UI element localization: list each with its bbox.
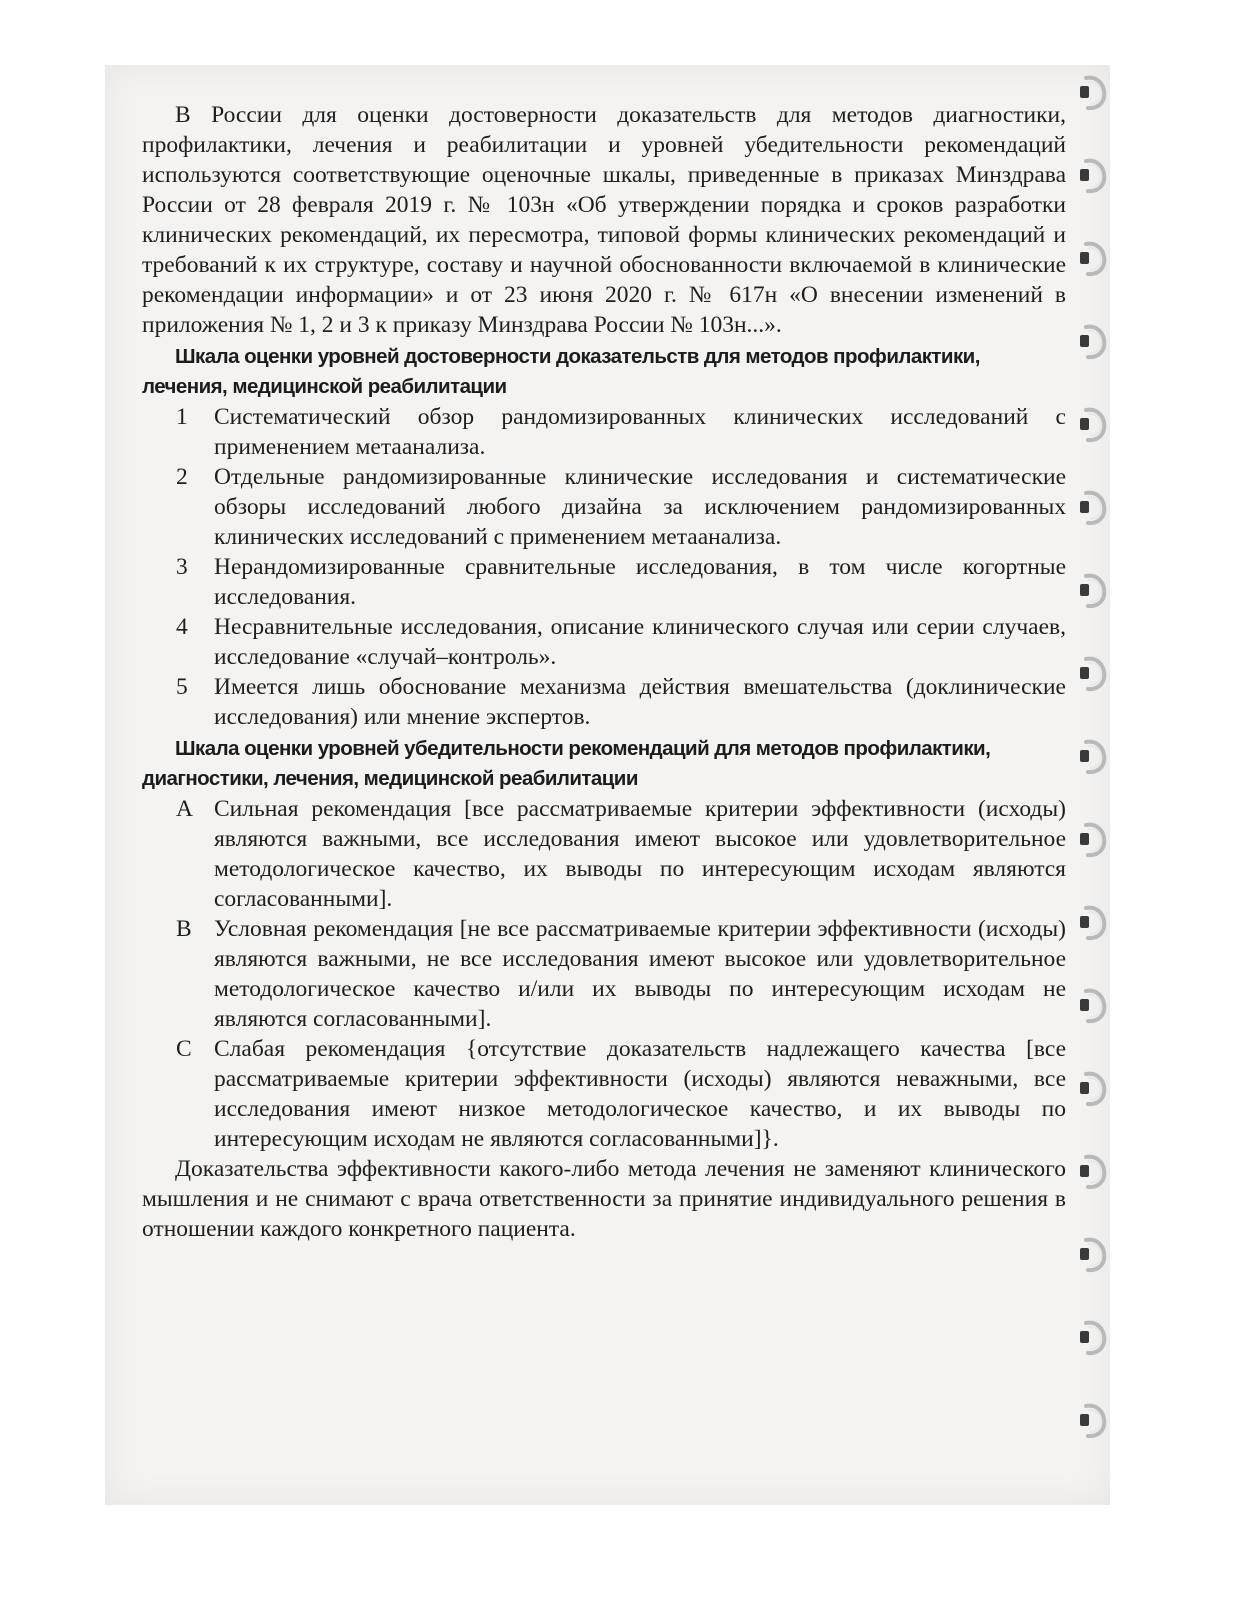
spiral-coil-icon: [1078, 817, 1116, 861]
list-item: [142, 612, 1066, 672]
list-item: [142, 1034, 1066, 1154]
spiral-coil-icon: [1078, 734, 1116, 778]
intro-paragraph: В России для оценки достоверности доказательств для методов диагностики, профилактики, лечения и реабилитации и уровней убедительности рекомендаций используются соответствующие оценочные шкалы, приведенные в приказах Минздрава России от 28 февраля 2019 г. № 103н «Об утверждении порядка и сроков разработки клинических рекомендаций, их пересмотра, типовой формы клинических рекомендаций и требований к их структуре, составу и научной обоснованности включаемой в клинические рекомендации информации» и от 23 июня 2020 г. № 617н «О внесении изменений в приложения № 1, 2 и 3 к приказу Минздрава России № 103н...».: [142, 102, 1066, 338]
list-item: [142, 402, 1066, 462]
list-marker: 3: [176, 554, 188, 580]
list-item: [142, 552, 1066, 612]
spiral-coil-icon: [1078, 983, 1116, 1027]
spiral-coil-icon: [1078, 236, 1116, 280]
spiral-coil-icon: [1078, 70, 1116, 114]
page-content: [142, 100, 1066, 1244]
list-item: [142, 462, 1066, 552]
spiral-binding: [1078, 70, 1118, 1500]
spiral-coil-icon: [1078, 1066, 1116, 1110]
scale2-heading: Шкала оценки уровней убедительности рекомендаций для методов профилактики, диагностики, лечения, медицинской реабилитации: [142, 737, 991, 790]
spiral-coil-icon: [1078, 1398, 1116, 1442]
list-item-text: Сильная рекомендация [все рассматриваемые критерии эффективности (исходы) являются важными, все исследования имеют высокое или удовлетворительное методологическое качество, их выводы по интересующим исходам являются согласованными].: [214, 796, 1066, 912]
list-marker: 4: [176, 614, 188, 640]
list-marker: 1: [176, 404, 188, 430]
list-item-text: Условная рекомендация [не все рассматриваемые критерии эффективности (исходы) являются важными, не все исследования имеют высокое или удовлетворительное методологическое качество и/или их выводы по интересующим исходам не являются согласованными].: [214, 916, 1066, 1032]
spiral-coil-icon: [1078, 1315, 1116, 1359]
list-marker: C: [176, 1036, 192, 1062]
list-marker: B: [176, 916, 192, 942]
list-marker: 2: [176, 464, 188, 490]
list-item-text: Отдельные рандомизированные клинические исследования и систематические обзоры исследований любого дизайна за исключением рандомизированных клинических исследований с применением метаанализа.: [214, 464, 1066, 550]
conclusion-paragraph: Доказательства эффективности какого-либо метода лечения не заменяют клинического мышления и не снимают с врача ответственности за принятие индивидуального решения в отношении каждого конкретного пациента.: [142, 1156, 1066, 1242]
spiral-coil-icon: [1078, 900, 1116, 944]
list-item: [142, 672, 1066, 732]
spiral-coil-icon: [1078, 485, 1116, 529]
list-marker: 5: [176, 674, 188, 700]
list-item-text: Несравнительные исследования, описание клинического случая или серии случаев, исследование «случай–контроль».: [214, 614, 1066, 670]
list-item-text: Имеется лишь обоснование механизма действия вмешательства (доклинические исследования) или мнение экспертов.: [214, 674, 1066, 730]
list-marker: A: [176, 796, 193, 822]
list-item: [142, 794, 1066, 914]
list-item-text: Нерандомизированные сравнительные исследования, в том числе когортные исследования.: [214, 554, 1066, 610]
scale2-list: [142, 794, 1066, 1154]
list-item-text: Систематический обзор рандомизированных клинических исследований с применением метаанализа.: [214, 404, 1066, 460]
spiral-coil-icon: [1078, 651, 1116, 695]
list-item-text: Слабая рекомендация {отсутствие доказательств надлежащего качества [все рассматриваемые критерии эффективности (исходы) являются неважными, все исследования имеют низкое методологическое качество, и их выводы по интересующим исходам не являются согласованными]}.: [214, 1036, 1066, 1152]
scale1-list: [142, 402, 1066, 732]
scale1-heading: Шкала оценки уровней достоверности доказательств для методов профилактики, лечения, медицинской реабилитации: [142, 345, 980, 398]
spiral-coil-icon: [1078, 1149, 1116, 1193]
spiral-coil-icon: [1078, 1232, 1116, 1276]
spiral-coil-icon: [1078, 568, 1116, 612]
spiral-coil-icon: [1078, 402, 1116, 446]
spiral-coil-icon: [1078, 153, 1116, 197]
spiral-coil-icon: [1078, 319, 1116, 363]
list-item: [142, 914, 1066, 1034]
